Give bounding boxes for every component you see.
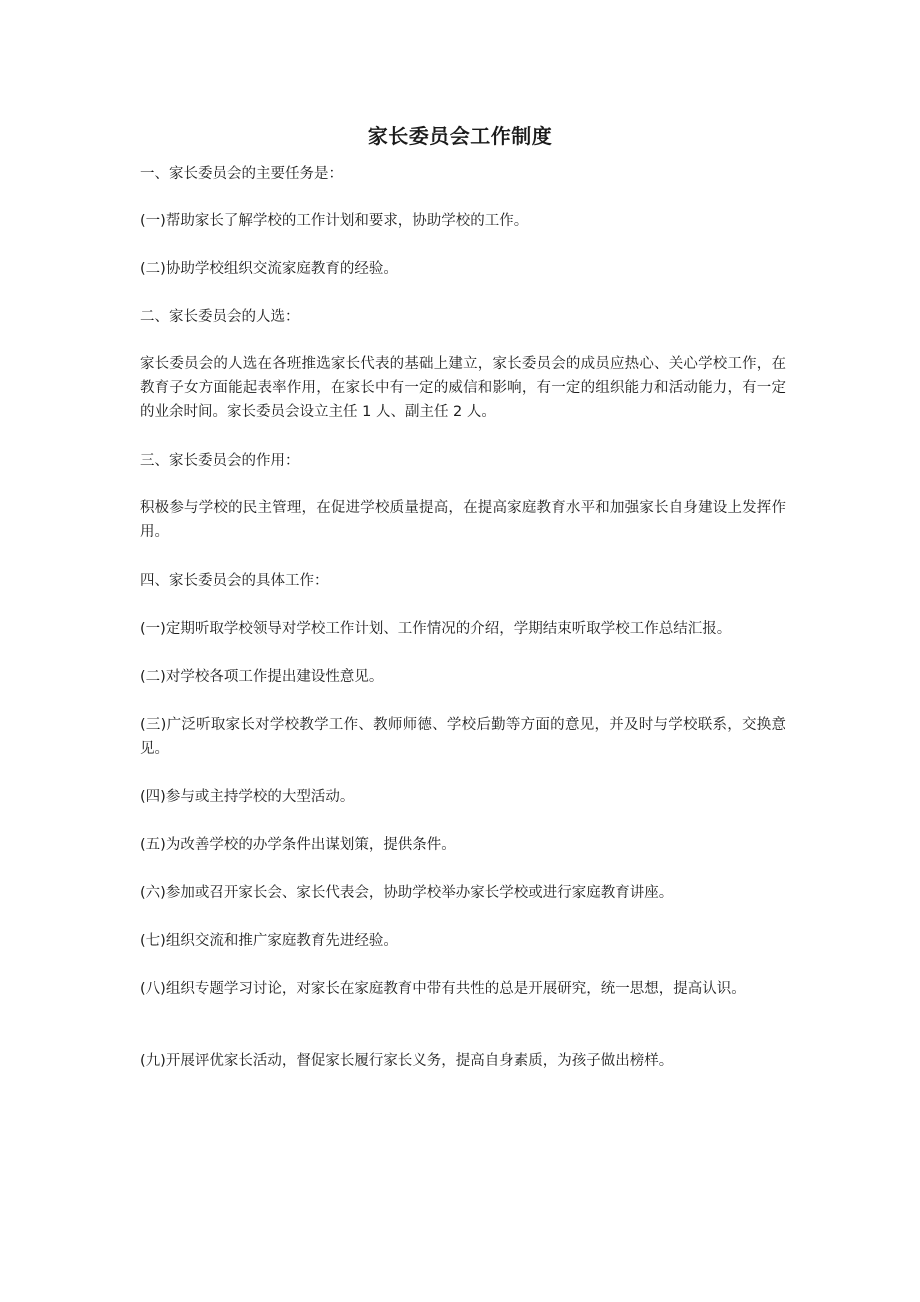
document-title: 家长委员会工作制度 — [367, 124, 553, 148]
paragraph: (六)参加或召开家长会、家长代表会，协助学校举办家长学校或进行家庭教育讲座。 — [140, 885, 674, 901]
paragraph: (一)定期听取学校领导对学校工作计划、工作情况的介绍，学期结束听取学校工作总结汇报。 — [140, 621, 732, 637]
paragraph: (二)对学校各项工作提出建设性意见。 — [140, 669, 384, 685]
paragraph: (七)组织交流和推广家庭教育先进经验。 — [140, 933, 398, 949]
paragraph: (一)帮助家长了解学校的工作计划和要求，协助学校的工作。 — [140, 213, 529, 229]
paragraph: 积极参与学校的民主管理，在促进学校质量提高，在提高家庭教育水平和加强家长自身建设上发挥作用。 — [140, 500, 786, 540]
paragraph: (三)广泛听取家长对学校教学工作、教师师德、学校后勤等方面的意见，并及时与学校联系，交换意见。 — [140, 717, 786, 757]
paragraph: (八)组织专题学习讨论，对家长在家庭教育中带有共性的总是开展研究，统一思想，提高认识。 — [140, 981, 746, 997]
section-heading-2: 二、家长委员会的人选： — [140, 309, 300, 325]
paragraph: (四)参与或主持学校的大型活动。 — [140, 789, 355, 805]
section-heading-1: 一、家长委员会的主要任务是： — [140, 166, 343, 182]
section-heading-3: 三、家长委员会的作用： — [140, 453, 300, 469]
paragraph: (五)为改善学校的办学条件出谋划策，提供条件。 — [140, 837, 456, 853]
paragraph: 家长委员会的人选在各班推选家长代表的基础上建立，家长委员会的成员应热心、关心学校工作，在教育子女方面能起表率作用，在家长中有一定的威信和影响，有一定的组织能力和活动能力，有一定的业余时间。家长委员会设立主任 1 人、副主任 2 人。 — [140, 356, 786, 420]
section-heading-4: 四、家长委员会的具体工作： — [140, 573, 329, 589]
paragraph: (二)协助学校组织交流家庭教育的经验。 — [140, 261, 398, 277]
paragraph: (九)开展评优家长活动，督促家长履行家长义务，提高自身素质，为孩子做出榜样。 — [140, 1053, 674, 1069]
